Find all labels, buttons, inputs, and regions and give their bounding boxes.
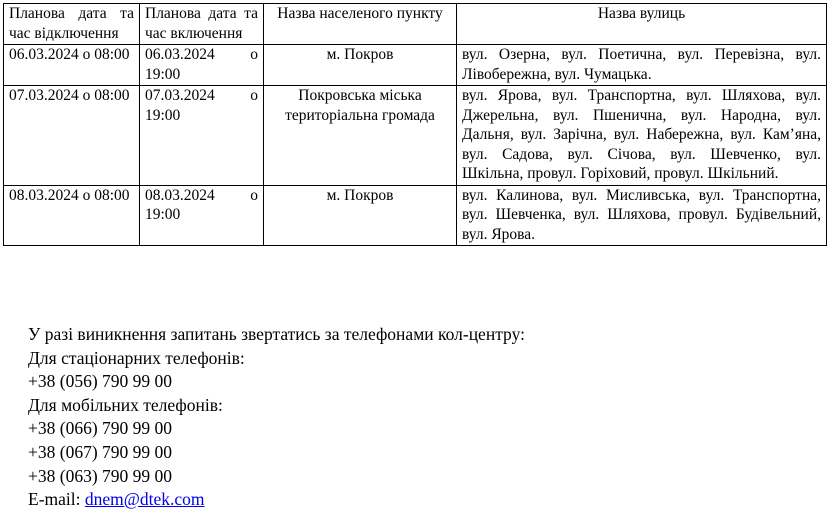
cell-settlement: м. Покров	[264, 185, 457, 246]
landline-label: Для стаціонарних телефонів:	[28, 347, 245, 368]
mobile-phone: +38 (063) 790 99 00	[28, 465, 173, 486]
email-link[interactable]: dnem@dtek.com	[84, 489, 205, 510]
cell-start-datetime: 07.03.2024 о 08:00	[4, 86, 140, 186]
table-header-row	[4, 4, 827, 45]
cell-end-datetime: 07.03.2024 о 19:00	[140, 86, 264, 186]
cell-settlement: Покровська міська територіальна громада	[264, 86, 457, 186]
table-row	[4, 185, 827, 246]
cell-start-datetime: 08.03.2024 о 08:00	[4, 185, 140, 246]
mobile-phone: +38 (067) 790 99 00	[28, 441, 173, 462]
header-settlement: Назва населеного пункту	[264, 4, 457, 45]
cell-end-datetime: 08.03.2024 о 19:00	[140, 185, 264, 246]
cell-streets: вул. Ярова, вул. Транспортна, вул. Шляхова, вул. Джерельна, вул. Пшенична, вул. Народна, вул. Дальня, вул. Зарічна, вул. Набережна, вул. Кам’яна, вул. Садова, вул. Січова, вул. Шевченко, вул. Шкільна, провул. Горіховий, провул. Шкільний.	[457, 86, 827, 186]
cell-streets: вул. Калинова, вул. Мисливська, вул. Транспортна, вул. Шевченка, вул. Шляхова, провул. Будівельний, вул. Ярова.	[457, 185, 827, 246]
header-streets: Назва вулиць	[457, 4, 827, 45]
table-row	[4, 86, 827, 186]
landline-phone: +38 (056) 790 99 00	[28, 371, 173, 392]
cell-streets: вул. Озерна, вул. Поетична, вул. Перевізна, вул. Лівобережна, вул. Чумацька.	[457, 45, 827, 86]
mobile-label: Для мобільних телефонів:	[28, 394, 223, 415]
table-row	[4, 45, 827, 86]
cell-end-datetime: 06.03.2024 о 19:00	[140, 45, 264, 86]
email-line	[28, 488, 525, 512]
mobile-phone: +38 (066) 790 99 00	[28, 418, 173, 439]
contact-info	[28, 323, 525, 512]
header-start-datetime: Планова дата та час відключення	[4, 4, 140, 45]
outage-schedule-table	[3, 3, 827, 246]
cell-settlement: м. Покров	[264, 45, 457, 86]
header-end-datetime: Планова дата та час включення	[140, 4, 264, 45]
cell-start-datetime: 06.03.2024 о 08:00	[4, 45, 140, 86]
contact-intro: У разі виникнення запитань звертатись за телефонами кол-центру:	[28, 324, 525, 344]
email-label: E-mail:	[28, 489, 85, 510]
